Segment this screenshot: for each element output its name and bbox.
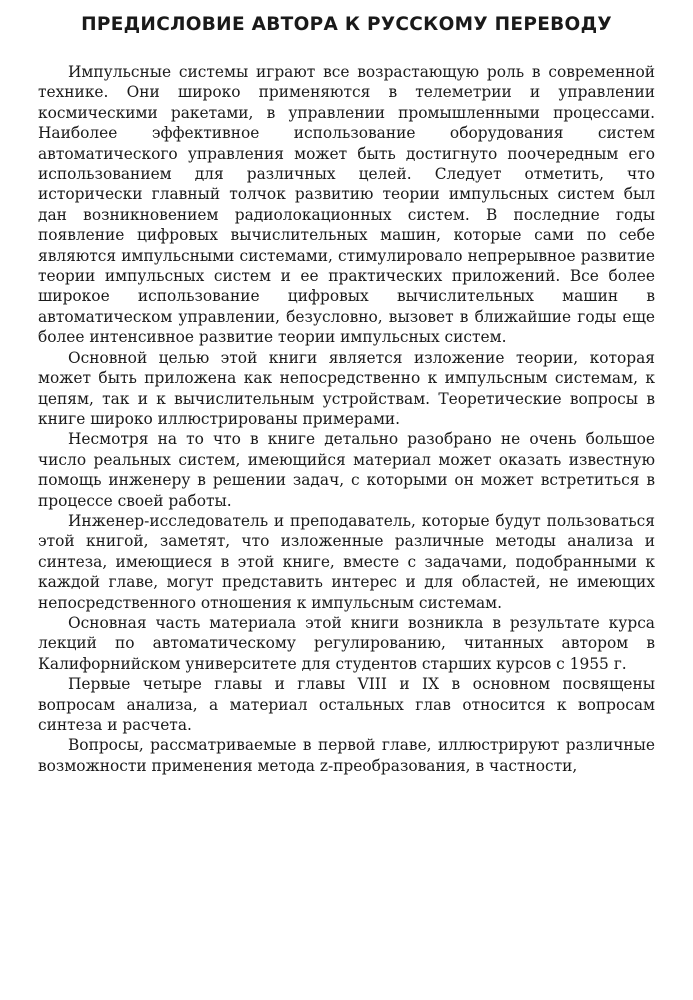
paragraph: Несмотря на то что в книге детально разобрано не очень большое число реальных систем, имеющийся материал может оказать известную помощь инженеру в решении задач, с которыми он может встретиться в процессе своей работы. [38, 430, 655, 510]
paragraph: Первые четыре главы и главы VIII и IX в основном посвящены вопросам анализа, а материал остальных глав относится к вопросам синтеза и расчета. [38, 675, 655, 734]
preface-body [38, 62, 655, 776]
paragraph: Инженер-исследователь и преподаватель, которые будут пользоваться этой книгой, заметят, что изложенные различные методы анализа и синтеза, имеющиеся в этой книге, вместе с задачами, подобранными к каждой главе, могут представить интерес и для областей, не имеющих непосредственного отношения к импульсным системам. [38, 511, 655, 612]
paragraph: Основная часть материала этой книги возникла в результате курса лекций по автоматическому регулированию, читанных автором в Калифорнийском университете для студентов старших курсов с 1955 г. [38, 613, 655, 673]
paragraph: Импульсные системы играют все возрастающую роль в современной технике. Они широко применяются в телеметрии и управлении космическими ракетами, в управлении промышленными процессами. Наиболее эффективное использование оборудования систем автоматического управления может быть достигнуто поочередным его использованием для различных целей. Следует отметить, что исторически главный толчок развитию теории импульсных систем был дан возникновением радиолокационных систем. В последние годы появление цифровых вычислительных машин, которые сами по себе являются импульсными системами, стимулировало непрерывное развитие теории импульсных систем и ее практических приложений. Все более широкое использование цифровых вычислительных машин в автоматическом управлении, безусловно, вызовет в ближайшие годы еще более интенсивное развитие теории импульсных систем. [38, 63, 655, 347]
paragraph: Вопросы, рассматриваемые в первой главе, иллюстрируют различные возможности применения метода z-преобразования, в частности, [38, 736, 655, 775]
page-title: ПРЕДИСЛОВИЕ АВТОРА К РУССКОМУ ПЕРЕВОДУ [81, 14, 612, 35]
paragraph: Основной целью этой книги является изложение теории, которая может быть приложена как непосредственно к импульсным системам, к цепям, так и к вычислительным устройствам. Теоретические вопросы в книге широко иллюстрированы примерами. [38, 348, 655, 428]
